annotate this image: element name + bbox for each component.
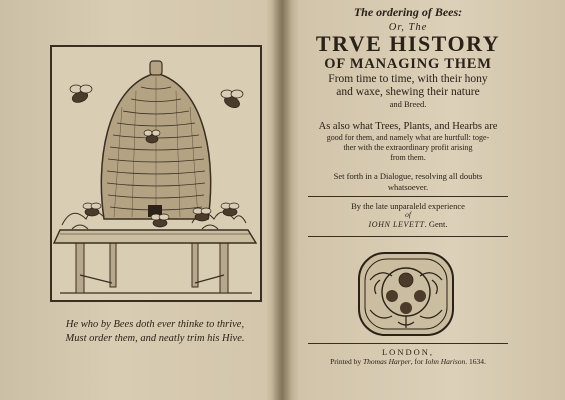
title-sub: OF MANAGING THEM [324, 56, 492, 72]
text-line: good for them, and namely what are hurtfull: toge- [326, 133, 490, 142]
divider-rule [308, 196, 508, 197]
printer-name: Thomas Harper [362, 357, 411, 366]
author-name: IOHN LEVETT [368, 220, 425, 229]
text-line: and waxe, shewing their nature [336, 86, 480, 98]
description-para-1 [288, 73, 528, 109]
text-line: of [405, 210, 411, 219]
author-block [288, 201, 528, 230]
divider-rule [308, 343, 508, 344]
text-line: and Breed. [389, 99, 427, 109]
imprint-year: . 1634. [465, 357, 486, 366]
printed-by: Printed by [330, 357, 362, 366]
bookseller-name: Iohn Harison [425, 357, 466, 366]
text-line: from them. [390, 153, 426, 162]
imprint-city: LONDON, [381, 347, 434, 357]
text-line: As also what Trees, Plants, and Hearbs are [318, 121, 498, 132]
text-line: From time to time, with their hony [328, 73, 488, 85]
title-or-the: Or, The [388, 22, 428, 33]
title-main: TRVE HISTORY [315, 31, 501, 56]
imprint [288, 347, 528, 367]
description-para-3 [288, 171, 528, 193]
frontispiece-caption [30, 318, 280, 346]
title-header: The ordering of Bees: [353, 5, 463, 19]
author-line [288, 219, 528, 230]
imprint-printer [288, 357, 528, 367]
text-line: ther with the extraordinary profit arising [343, 143, 473, 152]
title-page [288, 0, 528, 400]
text-line: whatsoever. [387, 182, 429, 192]
author-suffix: . Gent. [424, 219, 448, 229]
text-line: Set forth in a Dialogue, resolving all doubts [333, 171, 483, 181]
stand-icon [54, 230, 256, 293]
printers-device-icon [356, 250, 456, 338]
text-line: By the late unparaleld experience [351, 201, 465, 211]
frontispiece-woodcut [50, 45, 262, 302]
beehive-illustration [52, 47, 260, 300]
description-para-2 [288, 121, 528, 163]
caption-line: He who by Bees doth ever thinke to thrive, [65, 319, 245, 330]
imprint-for: , for [410, 357, 424, 366]
caption-line: Must order them, and neatly trim his Hive. [65, 333, 245, 344]
divider-rule [308, 236, 508, 237]
